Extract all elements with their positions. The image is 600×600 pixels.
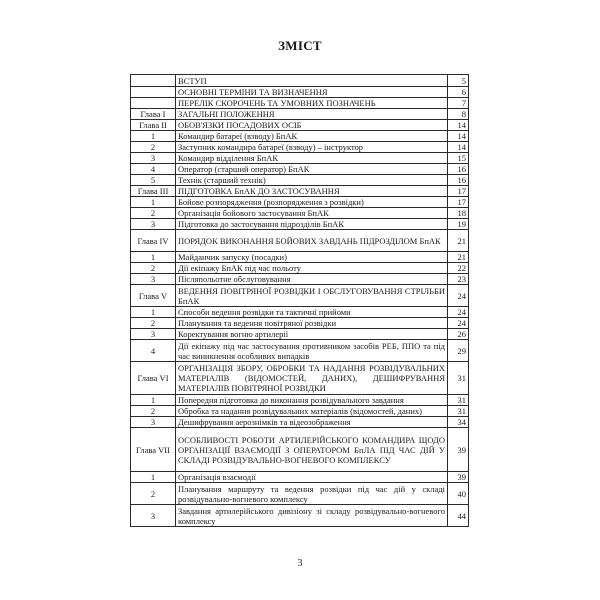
toc-section-number: 3 bbox=[131, 329, 176, 340]
toc-entry-title: Обробка та надання розвідувальних матеріалів (відомостей, даних) bbox=[176, 406, 448, 417]
toc-page-number: 21 bbox=[448, 230, 469, 252]
toc-page-number: 31 bbox=[448, 406, 469, 417]
toc-section-number: 4 bbox=[131, 164, 176, 175]
toc-row bbox=[131, 406, 469, 417]
toc-entry-title: ЗАГАЛЬНІ ПОЛОЖЕННЯ bbox=[176, 109, 448, 120]
toc-page-number: 31 bbox=[448, 362, 469, 395]
toc-row bbox=[131, 120, 469, 131]
toc-entry-title: Майданчик запуску (посадки) bbox=[176, 252, 448, 263]
toc-section-number: Глава VII bbox=[131, 428, 176, 472]
toc-section-number: Глава V bbox=[131, 285, 176, 307]
toc-row bbox=[131, 109, 469, 120]
toc-entry-title: ПІДГОТОВКА БпАК ДО ЗАСТОСУВАННЯ bbox=[176, 186, 448, 197]
toc-page-number: 8 bbox=[448, 109, 469, 120]
toc-page-number: 7 bbox=[448, 98, 469, 109]
toc-entry-title: Технік (старший технік) bbox=[176, 175, 448, 186]
toc-body bbox=[131, 75, 469, 527]
toc-page-number: 16 bbox=[448, 164, 469, 175]
toc-page-number: 15 bbox=[448, 153, 469, 164]
toc-entry-title: Підготовка до застосування підрозділів БпАК bbox=[176, 219, 448, 230]
toc-row bbox=[131, 417, 469, 428]
toc-page-number: 24 bbox=[448, 285, 469, 307]
page-title: ЗМІСТ bbox=[278, 38, 322, 53]
toc-section-number: 2 bbox=[131, 142, 176, 153]
toc-section-number: 1 bbox=[131, 197, 176, 208]
toc-page-number: 24 bbox=[448, 307, 469, 318]
toc-entry-title: Коректування вогню артилерії bbox=[176, 329, 448, 340]
toc-entry-title: Бойове розпорядження (розпорядження з розвідки) bbox=[176, 197, 448, 208]
toc-section-number bbox=[131, 98, 176, 109]
toc-page-number: 24 bbox=[448, 318, 469, 329]
toc-page-number: 23 bbox=[448, 274, 469, 285]
toc-section-number bbox=[131, 87, 176, 98]
toc-page-number: 14 bbox=[448, 142, 469, 153]
toc-row bbox=[131, 505, 469, 527]
toc-entry-title: Заступник командира батареї (взводу) – інструктор bbox=[176, 142, 448, 153]
toc-entry-title: Дії екіпажу БпАК під час польоту bbox=[176, 263, 448, 274]
toc-row bbox=[131, 285, 469, 307]
toc-row bbox=[131, 175, 469, 186]
table-of-contents bbox=[130, 74, 469, 527]
toc-entry-title: ОСНОВНІ ТЕРМІНИ ТА ВИЗНАЧЕННЯ bbox=[176, 87, 448, 98]
toc-entry-title: Командир батареї (взводу) БпАК bbox=[176, 131, 448, 142]
toc-page-number: 6 bbox=[448, 87, 469, 98]
toc-section-number: 1 bbox=[131, 252, 176, 263]
toc-entry-title: Організація бойового застосування БпАК bbox=[176, 208, 448, 219]
toc-row bbox=[131, 186, 469, 197]
toc-row bbox=[131, 252, 469, 263]
toc-section-number: 2 bbox=[131, 208, 176, 219]
toc-page-number: 17 bbox=[448, 186, 469, 197]
toc-entry-title: ПОРЯДОК ВИКОНАННЯ БОЙОВИХ ЗАВДАНЬ ПІДРОЗДІЛОМ БпАК bbox=[176, 230, 448, 252]
toc-page-number: 26 bbox=[448, 329, 469, 340]
toc-section-number: Глава ІІІ bbox=[131, 186, 176, 197]
toc-row bbox=[131, 230, 469, 252]
toc-page-number: 19 bbox=[448, 219, 469, 230]
toc-row bbox=[131, 362, 469, 395]
toc-section-number: 2 bbox=[131, 483, 176, 505]
toc-row bbox=[131, 307, 469, 318]
toc-section-number: 1 bbox=[131, 395, 176, 406]
toc-entry-title: Оператор (старший оператор) БпАК bbox=[176, 164, 448, 175]
toc-row bbox=[131, 87, 469, 98]
toc-row bbox=[131, 472, 469, 483]
toc-entry-title: Командир відділення БпАК bbox=[176, 153, 448, 164]
toc-page-number: 31 bbox=[448, 395, 469, 406]
toc-page-number: 22 bbox=[448, 263, 469, 274]
toc-page-number: 39 bbox=[448, 472, 469, 483]
toc-row bbox=[131, 197, 469, 208]
toc-section-number: 1 bbox=[131, 131, 176, 142]
toc-page-number: 44 bbox=[448, 505, 469, 527]
toc-entry-title: ОСОБЛИВОСТІ РОБОТИ АРТИЛЕРІЙСЬКОГО КОМАНДИРА ЩОДО ОРГАНІЗАЦІЇ ВЗАЄМОДІЇ З ОПЕРАТОРОМ БпЛА ПІД ЧАС ДІЙ У СКЛАДІ РОЗВІДУВАЛЬНО-ВОГНЕВОГО КОМПЛЕКСУ bbox=[176, 428, 448, 472]
toc-entry-title: Організація взаємодії bbox=[176, 472, 448, 483]
toc-page-number: 5 bbox=[448, 75, 469, 87]
toc-page-number: 14 bbox=[448, 120, 469, 131]
toc-entry-title: ВСТУП bbox=[176, 75, 448, 87]
toc-section-number: 2 bbox=[131, 406, 176, 417]
toc-page-number: 39 bbox=[448, 428, 469, 472]
toc-row bbox=[131, 274, 469, 285]
toc-row bbox=[131, 395, 469, 406]
toc-entry-title: ОБОВ'ЯЗКИ ПОСАДОВИХ ОСІБ bbox=[176, 120, 448, 131]
toc-page-number: 40 bbox=[448, 483, 469, 505]
toc-row bbox=[131, 428, 469, 472]
toc-page-number: 17 bbox=[448, 197, 469, 208]
toc-row bbox=[131, 75, 469, 87]
toc-page-number: 34 bbox=[448, 417, 469, 428]
toc-row bbox=[131, 483, 469, 505]
toc-row bbox=[131, 142, 469, 153]
toc-row bbox=[131, 153, 469, 164]
toc-entry-title: Завдання артилерійського дивізіону зі складу розвідувально-вогневого комплексу bbox=[176, 505, 448, 527]
toc-row bbox=[131, 263, 469, 274]
toc-section-number: 3 bbox=[131, 505, 176, 527]
toc-section-number: 2 bbox=[131, 318, 176, 329]
toc-entry-title: Планування маршруту та ведення розвідки під час дій у складі розвідувально-вогневого комплексу bbox=[176, 483, 448, 505]
toc-row bbox=[131, 164, 469, 175]
toc-page-number: 14 bbox=[448, 131, 469, 142]
toc-entry-title: Дешифрування аерознімків та відеозображення bbox=[176, 417, 448, 428]
toc-entry-title: ВЕДЕННЯ ПОВІТРЯНОЇ РОЗВІДКИ І ОБСЛУГОВУВАННЯ СТРІЛЬБИ БпАК bbox=[176, 285, 448, 307]
toc-row bbox=[131, 208, 469, 219]
toc-section-number bbox=[131, 75, 176, 87]
toc-section-number: 3 bbox=[131, 153, 176, 164]
toc-page-number: 16 bbox=[448, 175, 469, 186]
toc-entry-title: Планування та ведення повітряної розвідки bbox=[176, 318, 448, 329]
toc-page-number: 18 bbox=[448, 208, 469, 219]
toc-section-number: Глава І bbox=[131, 109, 176, 120]
toc-entry-title: Попередня підготовка до виконання розвідувального завдання bbox=[176, 395, 448, 406]
toc-section-number: 4 bbox=[131, 340, 176, 362]
toc-section-number: 2 bbox=[131, 263, 176, 274]
page-number: 3 bbox=[297, 558, 303, 569]
toc-entry-title: ПЕРЕЛІК СКОРОЧЕНЬ ТА УМОВНИХ ПОЗНАЧЕНЬ bbox=[176, 98, 448, 109]
toc-row bbox=[131, 340, 469, 362]
toc-page-number: 29 bbox=[448, 340, 469, 362]
toc-row bbox=[131, 98, 469, 109]
toc-row bbox=[131, 131, 469, 142]
toc-row bbox=[131, 329, 469, 340]
toc-section-number: Глава IV bbox=[131, 230, 176, 252]
toc-row bbox=[131, 318, 469, 329]
toc-entry-title: Дії екіпажу під час застосування противником засобів РЕБ, ППО та під час виникнення особливих випадків bbox=[176, 340, 448, 362]
toc-section-number: Глава VI bbox=[131, 362, 176, 395]
toc-section-number: 3 bbox=[131, 274, 176, 285]
toc-section-number: 1 bbox=[131, 307, 176, 318]
toc-page-number: 21 bbox=[448, 252, 469, 263]
toc-section-number: 5 bbox=[131, 175, 176, 186]
toc-section-number: 1 bbox=[131, 472, 176, 483]
toc-section-number: 3 bbox=[131, 417, 176, 428]
toc-section-number: Глава ІІ bbox=[131, 120, 176, 131]
toc-section-number: 3 bbox=[131, 219, 176, 230]
toc-entry-title: Післяпольотне обслуговування bbox=[176, 274, 448, 285]
toc-entry-title: Способи ведення розвідки та тактичні прийоми bbox=[176, 307, 448, 318]
toc-entry-title: ОРГАНІЗАЦІЯ ЗБОРУ, ОБРОБКИ ТА НАДАННЯ РОЗВІДУВАЛЬНИХ МАТЕРІАЛІВ (ВІДОМОСТЕЙ, ДАНИХ), ДЕШИФРУВАННЯ МАТЕРІАЛІВ ПОВІТРЯНОЇ РОЗВІДКИ bbox=[176, 362, 448, 395]
toc-row bbox=[131, 219, 469, 230]
